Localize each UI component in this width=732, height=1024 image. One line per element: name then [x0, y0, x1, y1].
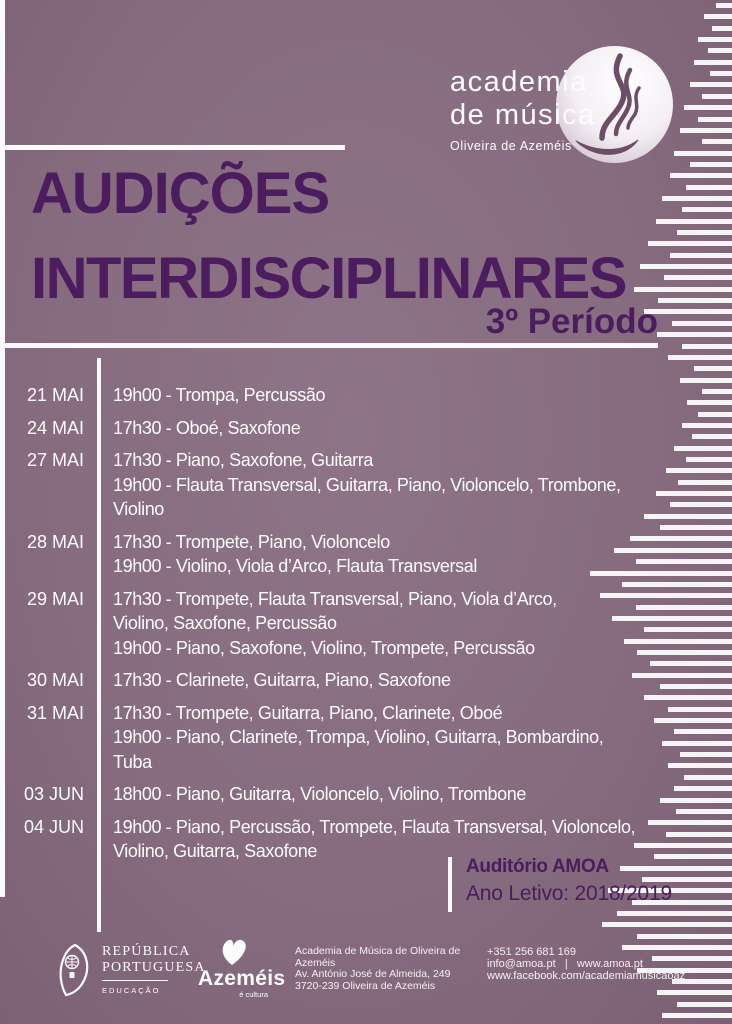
waveform-bar: [648, 820, 732, 825]
waveform-bar: [666, 468, 732, 473]
waveform-bar: [636, 605, 732, 610]
schedule-row: [0, 587, 600, 661]
waveform-bar: [654, 718, 732, 723]
waveform-bar: [692, 434, 732, 439]
gov-logo-text: [102, 944, 206, 996]
waveform-bar: [704, 14, 732, 19]
waveform-bar: [686, 457, 732, 462]
municipality-logo: [198, 938, 286, 999]
waveform-bar: [680, 128, 732, 133]
waveform-bar: [712, 26, 732, 31]
schedule-row: [0, 383, 600, 408]
schedule-lines: [97, 530, 477, 579]
waveform-bar: [680, 378, 732, 383]
schedule-line: Tuba: [113, 751, 152, 772]
waveform-bar: [656, 219, 732, 224]
venue-rule: [448, 857, 452, 912]
waveform-bar: [670, 253, 732, 258]
waveform-bar: [702, 94, 732, 99]
waveform-bar: [658, 298, 732, 303]
schedule-line: 19h00 - Piano, Saxofone, Violino, Trompete, Percussão: [113, 637, 535, 658]
poster-title-line2: INTERDISCIPLINARES: [31, 246, 626, 311]
waveform-bar: [622, 582, 732, 587]
schedule-date: 30 MAI: [26, 670, 84, 690]
schedule-lines: [97, 668, 451, 693]
waveform-bar: [698, 37, 732, 42]
waveform-bar: [698, 117, 732, 122]
waveform-bar: [666, 832, 732, 837]
title-bottom-rule: [5, 343, 658, 348]
waveform-bar: [657, 332, 732, 337]
schedule-date: 04 JUN: [23, 816, 84, 837]
waveform-bar: [682, 207, 732, 212]
logo-subtitle: Oliveira de Azeméis: [450, 139, 572, 153]
schedule-date: 28 MAI: [26, 531, 84, 552]
gov-name-line2: PORTUGUESA: [102, 960, 206, 975]
schedule-lines: [97, 701, 603, 775]
schedule-row: [0, 668, 600, 693]
waveform-bar: [632, 673, 732, 678]
venue-block: [466, 857, 672, 904]
waveform-bar: [644, 695, 732, 700]
address-line: 3720-239 Oliveira de Azeméis: [295, 979, 436, 992]
waveform-bar: [690, 82, 732, 87]
waveform-bar: [668, 763, 732, 768]
waveform-bar: [600, 593, 732, 598]
municipality-tagline: é cultura: [239, 990, 268, 999]
waveform-bar: [670, 173, 732, 178]
waveform-bar: [660, 684, 732, 689]
address-line: Av. António José de Almeida, 249: [295, 968, 451, 980]
azemeis-heart-icon: [218, 938, 248, 966]
schedule-date: 21 MAI: [26, 385, 84, 405]
schedule-line: 17h30 - Oboé, Saxofone: [113, 417, 301, 438]
schedule-line: 19h00 - Violino, Viola d’Arco, Flauta Transversal: [113, 556, 477, 576]
schedule-line: Violino, Guitarra, Saxofone: [113, 841, 317, 861]
address-line: Academia de Música de Oliveira de: [295, 945, 461, 957]
schedule-line: 17h30 - Trompete, Piano, Violoncelo: [113, 531, 390, 552]
schedule-lines: [97, 416, 300, 441]
waveform-bar: [590, 571, 732, 576]
waveform-bar: [634, 843, 732, 848]
poster-title-line1: AUDIÇÕES: [31, 161, 330, 226]
schedule-line: 17h30 - Trompete, Flauta Transversal, Piano, Viola d’Arco,: [113, 588, 557, 609]
waveform-bar: [684, 105, 732, 110]
poster-subtitle-period: 3º Período: [485, 302, 658, 341]
waveform-bar: [637, 650, 732, 655]
waveform-bar: [662, 741, 732, 746]
address-block: [295, 946, 460, 992]
waveform-bar: [708, 48, 732, 53]
waveform-bar: [614, 548, 732, 553]
venue-name: Auditório AMOA: [466, 856, 609, 877]
waveform-bar: [682, 344, 732, 349]
republica-portuguesa-icon: [58, 944, 92, 996]
waveform-bar: [702, 389, 732, 394]
schedule: [0, 383, 636, 872]
municipality-name: Azeméis: [198, 967, 286, 990]
waveform-bar: [612, 616, 732, 621]
schedule-date: 29 MAI: [26, 588, 84, 609]
schedule-line: 17h30 - Clarinete, Guitarra, Piano, Saxofone: [113, 670, 451, 690]
waveform-bar: [602, 922, 732, 927]
waveform-bar: [644, 627, 732, 632]
waveform-bar: [656, 491, 732, 496]
waveform-bar: [630, 536, 732, 541]
waveform-bar: [687, 400, 732, 405]
waveform-bar: [694, 60, 732, 65]
address-line: Azeméis: [295, 956, 336, 969]
waveform-bar: [698, 412, 732, 417]
waveform-bar: [676, 809, 732, 814]
schedule-line: 19h00 - Piano, Percussão, Trompete, Flauta Transversal, Violoncelo,: [113, 816, 636, 837]
waveform-bar: [660, 525, 732, 530]
waveform-bar: [662, 196, 732, 201]
gov-name-line1: REPÚBLICA: [102, 944, 191, 959]
waveform-bar: [674, 446, 732, 451]
contact-line: www.facebook.com/academiamusicaoaz: [487, 970, 686, 982]
schedule-date: 03 JUN: [23, 784, 84, 804]
waveform-bar: [624, 639, 732, 644]
schedule-date: 27 MAI: [26, 450, 84, 470]
waveform-bar: [684, 775, 732, 780]
waveform-bar: [680, 752, 732, 757]
waveform-bar: [648, 241, 732, 246]
waveform-bar: [690, 162, 732, 167]
schedule-line: 19h00 - Flauta Transversal, Guitarra, Piano, Violoncelo, Trombone,: [113, 474, 621, 495]
gov-logo: [58, 944, 206, 996]
schedule-date: 31 MAI: [26, 702, 84, 723]
schedule-line: Violino, Saxofone, Percussão: [113, 613, 337, 633]
contact-block: [487, 946, 685, 982]
waveform-bar: [672, 321, 732, 326]
waveform-bar: [686, 185, 732, 190]
waveform-bar: [678, 480, 732, 485]
academy-logo-text: [450, 68, 596, 153]
waveform-bar: [650, 661, 732, 666]
waveform-bar: [668, 355, 732, 360]
waveform-bar: [664, 275, 732, 280]
waveform-bar: [617, 911, 732, 916]
schedule-lines: [97, 448, 621, 522]
schedule-line: 17h30 - Piano, Saxofone, Guitarra: [113, 450, 373, 470]
schedule-line: 19h00 - Trompa, Percussão: [113, 385, 326, 405]
schedule-lines: [97, 383, 325, 408]
contact-line: info@amoa.pt | www.amoa.pt: [487, 958, 643, 970]
waveform-bar: [670, 502, 732, 507]
waveform-bar: [668, 707, 732, 712]
waveform-bar: [702, 139, 732, 144]
contact-line: +351 256 681 169: [487, 946, 577, 958]
waveform-bar: [694, 366, 732, 371]
waveform-bar: [644, 514, 732, 519]
waveform-bar: [710, 71, 732, 76]
school-year: Ano Letivo: 2018/2019: [466, 882, 672, 905]
footer: [0, 938, 732, 1024]
schedule-line: 19h00 - Piano, Clarinete, Trompa, Violino, Guitarra, Bombardino,: [113, 727, 604, 747]
schedule-lines: [97, 587, 557, 661]
schedule-line: 18h00 - Piano, Guitarra, Violoncelo, Violino, Trombone: [113, 784, 527, 804]
schedule-row: [0, 782, 600, 807]
waveform-bar: [634, 287, 732, 292]
title-top-rule: [5, 145, 345, 150]
waveform-bar: [674, 786, 732, 791]
waveform-bar: [636, 559, 732, 564]
schedule-row: [0, 701, 604, 775]
schedule-line: Violino: [113, 499, 164, 519]
logo-line1: academia: [450, 66, 588, 98]
waveform-bar: [660, 798, 732, 803]
waveform-bar: [674, 729, 732, 734]
logo-line2: de música: [450, 99, 596, 131]
waveform-bar: [677, 230, 732, 235]
waveform-bar: [674, 151, 732, 156]
schedule-date: 24 MAI: [26, 417, 84, 438]
schedule-line: 17h30 - Trompete, Guitarra, Piano, Clarinete, Oboé: [113, 702, 503, 723]
waveform-bar: [716, 3, 732, 8]
schedule-row: [0, 530, 600, 579]
waveform-bar: [682, 423, 732, 428]
waveform-bar: [640, 264, 732, 269]
gov-rule: [102, 980, 168, 981]
schedule-row: [0, 448, 621, 522]
schedule-row: [0, 416, 600, 441]
gov-department: EDUCAÇÃO: [102, 986, 161, 995]
schedule-lines: [97, 782, 526, 807]
